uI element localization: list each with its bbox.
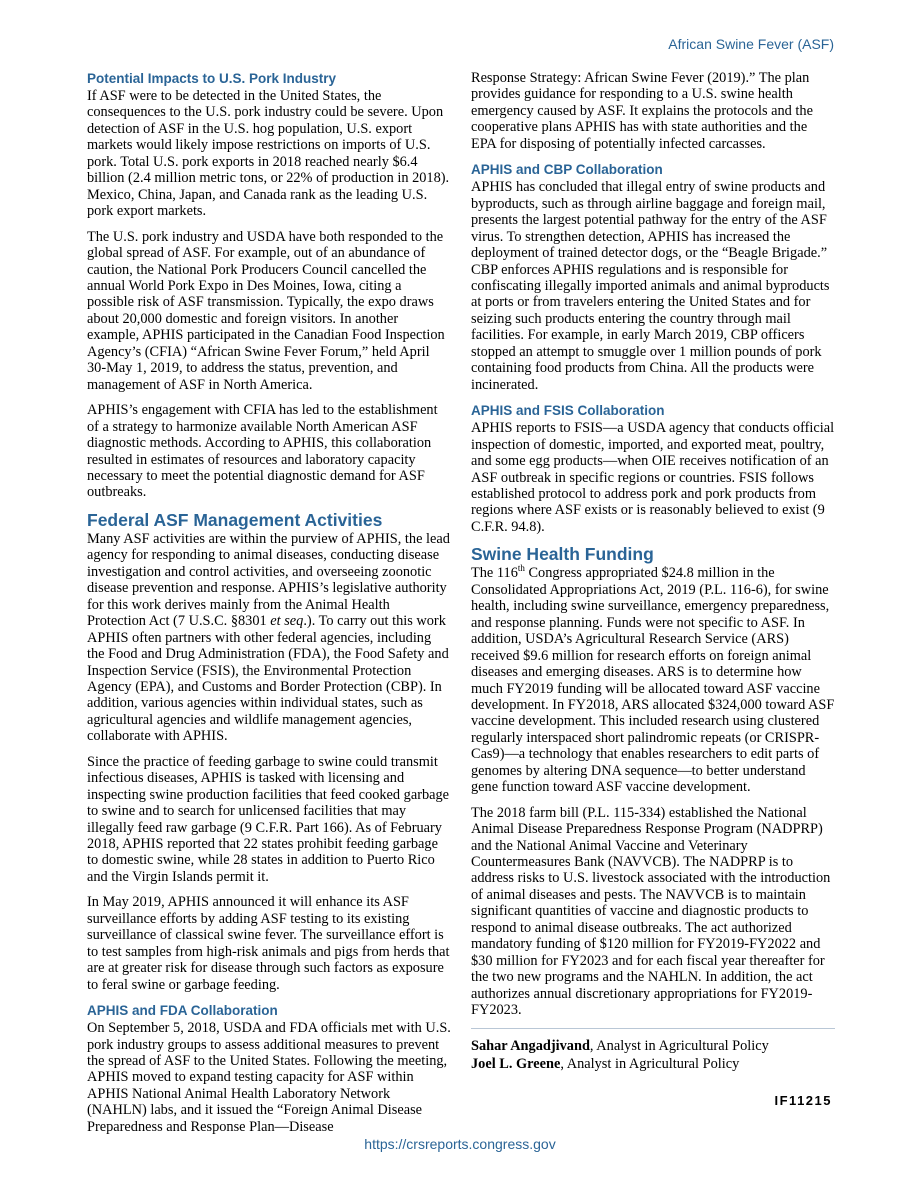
author-title: , Analyst in Agricultural Policy — [560, 1055, 740, 1072]
paragraph — [87, 531, 451, 745]
author-name: Joel L. Greene — [471, 1055, 561, 1072]
section-heading-potential-impacts: Potential Impacts to U.S. Pork Industry — [87, 71, 337, 86]
section-heading-cbp-collaboration: APHIS and CBP Collaboration — [471, 162, 663, 178]
section-heading-federal-activities: Federal ASF Management Activities — [87, 509, 383, 530]
footer-url-link[interactable]: https://crsreports.congress.gov — [364, 1136, 556, 1152]
paragraph: In May 2019, APHIS announced it will enhance its ASF surveillance efforts by adding ASF testing to its existing surveillance of classical swine fever. The surveillance effort is to test samples from high-risk animals and pigs from herds that are at greater risk for disease through such factors as exposure to feral swine or garbage feeding. — [87, 894, 450, 993]
paragraph: The U.S. pork industry and USDA have both responded to the global spread of ASF. For example, out of an abundance of caution, the National Pork Producers Council cancelled the annual World Pork Expo in Des Moines, Iowa, citing a possible risk of ASF transmission. Typically, the expo draws about 20,000 domestic and foreign visitors. In another example, APHIS participated in the Canadian Food Inspection Agency’s (CFIA) “African Swine Fever Forum,” held April 30-May 1, 2019, to address the status, prevention, and management of ASF in North America. — [87, 228, 445, 393]
section-heading-fsis-collaboration: APHIS and FSIS Collaboration — [471, 403, 665, 419]
text-run-italic: et seq — [270, 613, 304, 630]
author-divider — [471, 1028, 835, 1029]
author-line — [471, 1037, 835, 1055]
paragraph: The 2018 farm bill (P.L. 115-334) established the National Animal Disease Preparedness Response Program (NADPRP) and the National Animal Vaccine and Veterinary Countermeasures Bank (NAVVCB). The NADPRP is to address risks to U.S. livestock associated with the introduction of animal diseases and pests. The NAVVCB is to maintain significant quantities of vaccine and diagnostic products to respond to animal disease outbreaks. The act authorized mandatory funding of $120 million for FY2019-FY2022 and $30 million for FY2023 and for each fiscal year thereafter for the two new programs and the NAHLN. In addition, the act authorizes annual discretionary appropriations for FY2019-FY2023. — [471, 804, 831, 1019]
author-title: , Analyst in Agricultural Policy — [589, 1037, 769, 1054]
paragraph: On September 5, 2018, USDA and FDA officials met with U.S. pork industry groups to assess additional measures to prevent the spread of ASF to the United States. Following the meeting, APHIS moved to expand testing capacity for ASF within APHIS National Animal Health Laboratory Network (NAHLN) labs, and it issued the “Foreign Animal Disease Preparedness and Response Plan—Disease — [87, 1020, 451, 1135]
text-run: Many ASF activities are within the purview of APHIS, the lead agency for responding to animal diseases, conducting disease investigation and control activities, and overseeing zoonotic disease prevention and response. APHIS’s legislative authority for this work derives mainly from the Animal Health Protection Act (7 U.S.C. §8301 — [87, 530, 450, 630]
text-run: Congress appropriated $24.8 million in the Consolidated Appropriations Act, 2019 (P.L. 116-6), for swine health, including swine surveillance, emergency preparedness, and response planning. Funds were not specific to ASF. In addition, USDA’s Agricultural Research Service (ARS) received $9.6 million for research efforts on foreign animal diseases and emerging diseases. ARS is to determine how much FY2019 funding will be allocated toward ASF vaccine development. In FY2018, ARS allocated $324,000 toward ASF vaccine development. This included research using clustered regularly interspaced short palindromic repeats (or CRISPR-Cas9)—a technology that enables researchers to edit parts of genomes by altering DNA sequence—to better understand gene function toward ASF vaccine development. — [471, 565, 835, 796]
paragraph: APHIS’s engagement with CFIA has led to the establishment of a strategy to harmonize available North American ASF diagnostic methods. According to APHIS, this collaboration resulted in estimates of resources and laboratory capacity necessary to meet the potential diagnostic demand for ASF outbreaks. — [87, 402, 438, 501]
right-column — [471, 70, 835, 1073]
text-run: The 116 — [471, 565, 518, 582]
paragraph: Response Strategy: African Swine Fever (2019).” The plan provides guidance for responding to a U.S. swine health emergency caused by ASF. It explains the protocols and the cooperative plans APHIS has with state authorities and the EPA for disposing of potentially infected carcasses. — [471, 70, 813, 152]
author-line — [471, 1055, 835, 1073]
section-heading-fda-collaboration: APHIS and FDA Collaboration — [87, 1003, 278, 1019]
running-header-title: African Swine Fever (ASF) — [668, 36, 834, 52]
left-column — [87, 70, 451, 1144]
text-run: .). To carry out this work APHIS often partners with other federal agencies, including the Food and Drug Administration (FDA), the Food Safety and Inspection Service (FSIS), the Environmental Protection Agency (EPA), and Customs and Border Protection (CBP). In addition, various agencies within individual states, such as agricultural agencies and wildlife management agencies, collaborate with APHIS. — [87, 613, 449, 745]
paragraph: APHIS has concluded that illegal entry of swine products and byproducts, such as through airline baggage and foreign mail, presents the largest potential pathway for the entry of the ASF virus. To strengthen detection, APHIS has increased the deployment of trained detector dogs, or the “Beagle Brigade.” CBP enforces APHIS regulations and is responsible for confiscating illegally imported animals and animal byproducts at ports or from travelers entering the United States and for seizing such products entering the country through mail facilities. For example, in early March 2019, CBP officers stopped an attempt to smuggle over 1 million pounds of pork containing food products from China. All the products were incinerated. — [471, 179, 830, 393]
paragraph: Since the practice of feeding garbage to swine could transmit infectious diseases, APHIS is tasked with licensing and inspecting swine production facilities that feed cooked garbage to swine and to search for unlicensed facilities that may illegally feed raw garbage (9 C.F.R. Part 166). As of February 2018, APHIS reported that 22 states prohibit feeding garbage to domestic swine, while 28 states in addition to Puerto Rico and the Virgin Islands permit it. — [87, 753, 450, 885]
paragraph — [471, 565, 835, 795]
paragraph: If ASF were to be detected in the United States, the consequences to the U.S. pork industry could be severe. Upon detection of ASF in the U.S. hog population, U.S. export markets would likely impose restrictions on imports of U.S. pork. Total U.S. pork exports in 2018 reached nearly $6.4 billion (2.4 million metric tons, or 22% of production in 2018). Mexico, China, Japan, and Canada rank as the leading U.S. pork export markets. — [87, 88, 450, 220]
author-name: Sahar Angadjivand — [471, 1037, 590, 1054]
section-heading-swine-health-funding: Swine Health Funding — [471, 544, 654, 565]
product-code: IF11215 — [774, 1093, 832, 1108]
paragraph: APHIS reports to FSIS—a USDA agency that conducts official inspection of domestic, imported, and exported meat, poultry, and some egg products—when OIE receives notification of an ASF outbreak in specific regions or countries. FSIS follows established protocol to address pork and pork products from regions where ASF exists or is reasonably believed to exist (9 C.F.R. 94.8). — [471, 420, 835, 535]
superscript: th — [517, 563, 525, 574]
